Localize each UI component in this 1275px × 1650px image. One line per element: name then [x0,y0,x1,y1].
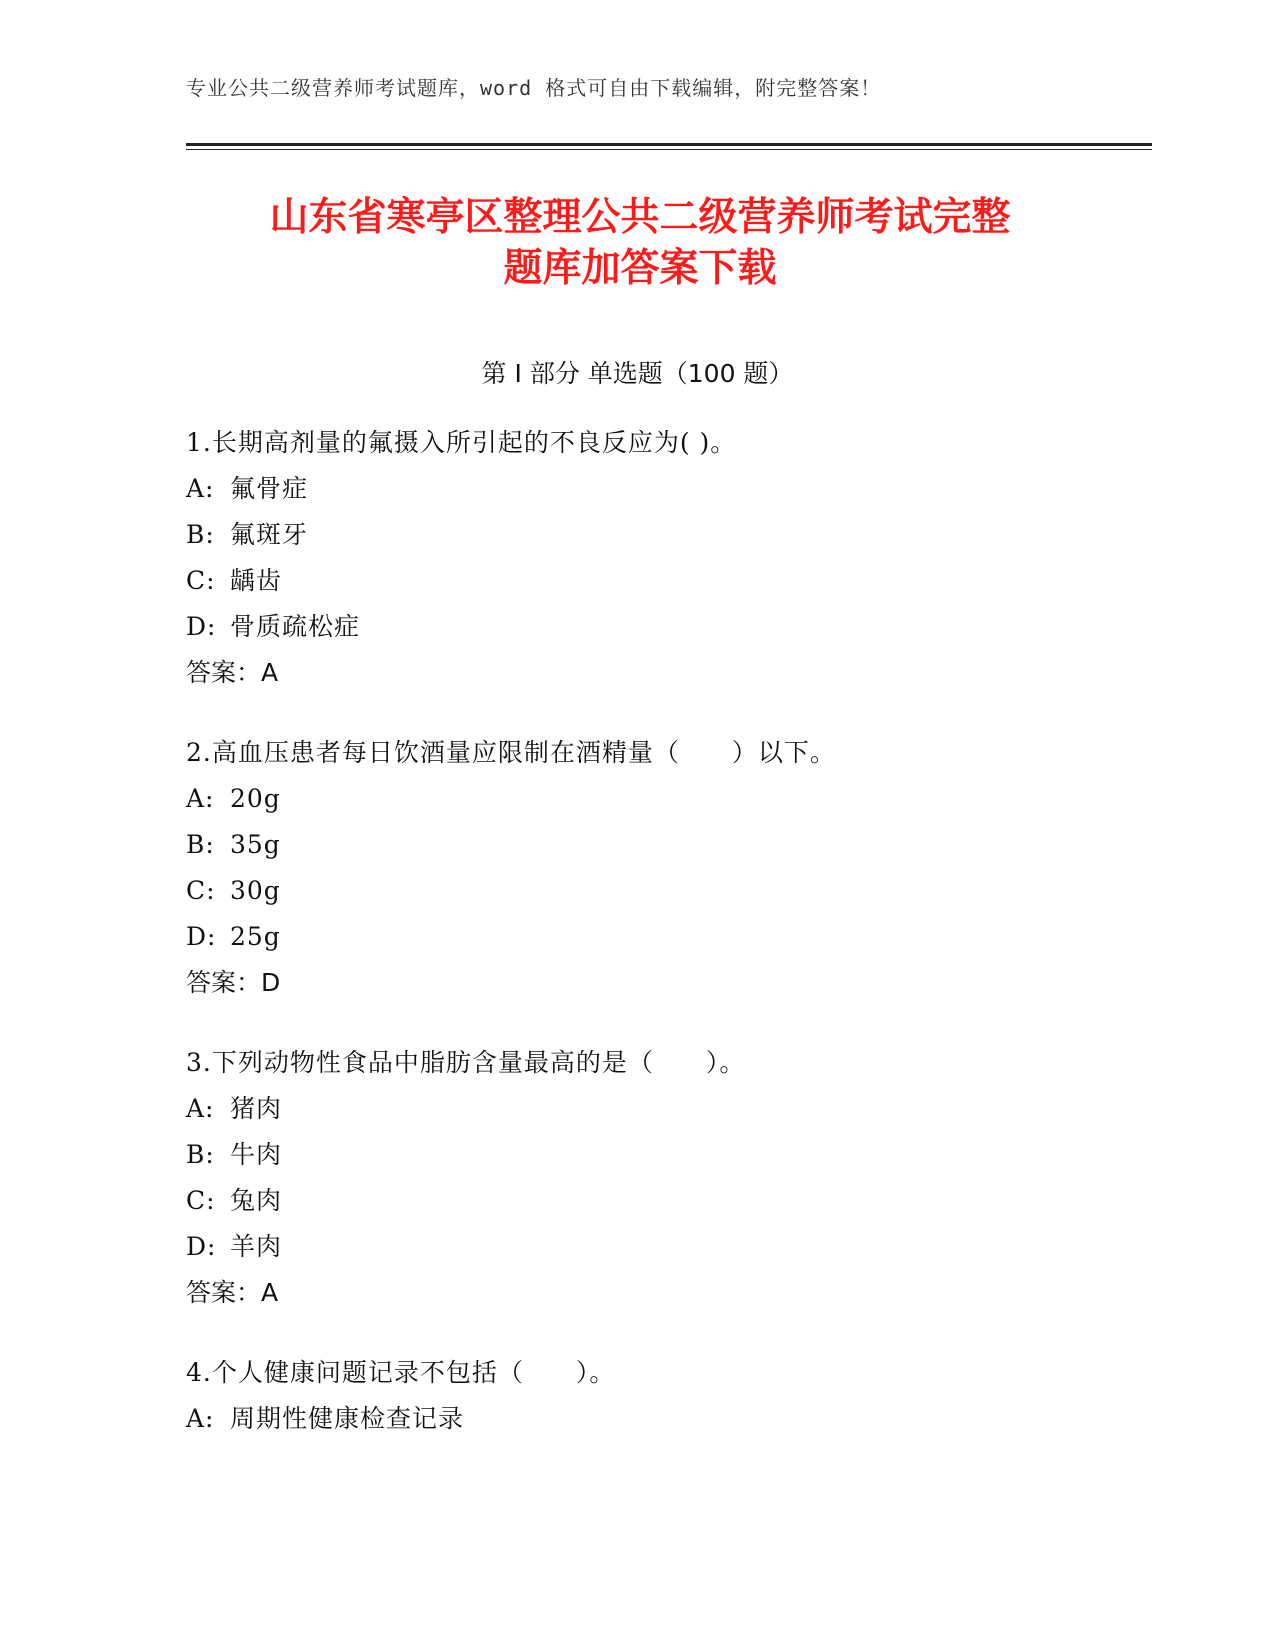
option-text: 30g [230,876,281,905]
header-rule-thin [186,149,1152,150]
option-d [186,1224,1136,1270]
option-d [186,604,1136,650]
option-b [186,512,1136,558]
option-c [186,868,1136,914]
option-c [186,1178,1136,1224]
question-3 [186,1040,1136,1316]
option-text: 20g [230,784,281,813]
option-text: 35g [230,830,281,859]
option-d [186,914,1136,960]
document-title [140,192,1140,294]
option-b [186,822,1136,868]
option-b [186,1132,1136,1178]
question-stem: 4.个人健康问题记录不包括（ ）。 [186,1358,616,1387]
option-letter: B: [186,1140,215,1169]
option-text: 氟骨症 [230,474,309,503]
option-letter: D: [186,612,217,641]
option-text: 25g [230,922,281,951]
title-line-1: 山东省寒亭区整理公共二级营养师考试完整 [269,195,1011,240]
option-text: 兔肉 [230,1186,283,1215]
option-letter: D: [186,1232,217,1261]
option-letter: B: [186,830,215,859]
header-note: 专业公共二级营养师考试题库，word 格式可自由下载编辑，附完整答案！ [186,76,882,100]
option-text: 氟斑牙 [230,520,309,549]
question-1 [186,420,1136,696]
answer-line: 答案：A [186,658,279,687]
option-a [186,466,1136,512]
option-letter: C: [186,1186,216,1215]
header-rule-thick [186,143,1152,146]
question-stem: 3.下列动物性食品中脂肪含量最高的是（ ）。 [186,1048,746,1077]
question-4 [186,1350,1136,1442]
option-letter: A: [186,1094,215,1123]
option-c [186,558,1136,604]
option-text: 牛肉 [230,1140,283,1169]
question-stem: 2.高血压患者每日饮酒量应限制在酒精量（ ）以下。 [186,738,836,767]
option-a [186,1086,1136,1132]
option-a [186,1396,1136,1442]
option-text: 骨质疏松症 [230,612,361,641]
question-stem: 1.长期高剂量的氟摄入所引起的不良反应为( )。 [186,428,737,457]
option-letter: D: [186,922,217,951]
option-text: 猪肉 [230,1094,283,1123]
option-letter: B: [186,520,215,549]
option-letter: A: [186,474,215,503]
option-letter: C: [186,876,216,905]
question-2 [186,730,1136,1006]
answer-line: 答案：D [186,968,281,997]
option-letter: A: [186,784,215,813]
option-a [186,776,1136,822]
option-text: 羊肉 [230,1232,283,1261]
option-letter: C: [186,566,216,595]
section-heading: 第 I 部分 单选题（100 题） [481,359,794,388]
title-line-2: 题库加答案下载 [503,246,777,291]
option-text: 龋齿 [230,566,283,595]
option-text: 周期性健康检查记录 [230,1404,465,1433]
option-letter: A: [186,1404,215,1433]
answer-line: 答案：A [186,1278,279,1307]
